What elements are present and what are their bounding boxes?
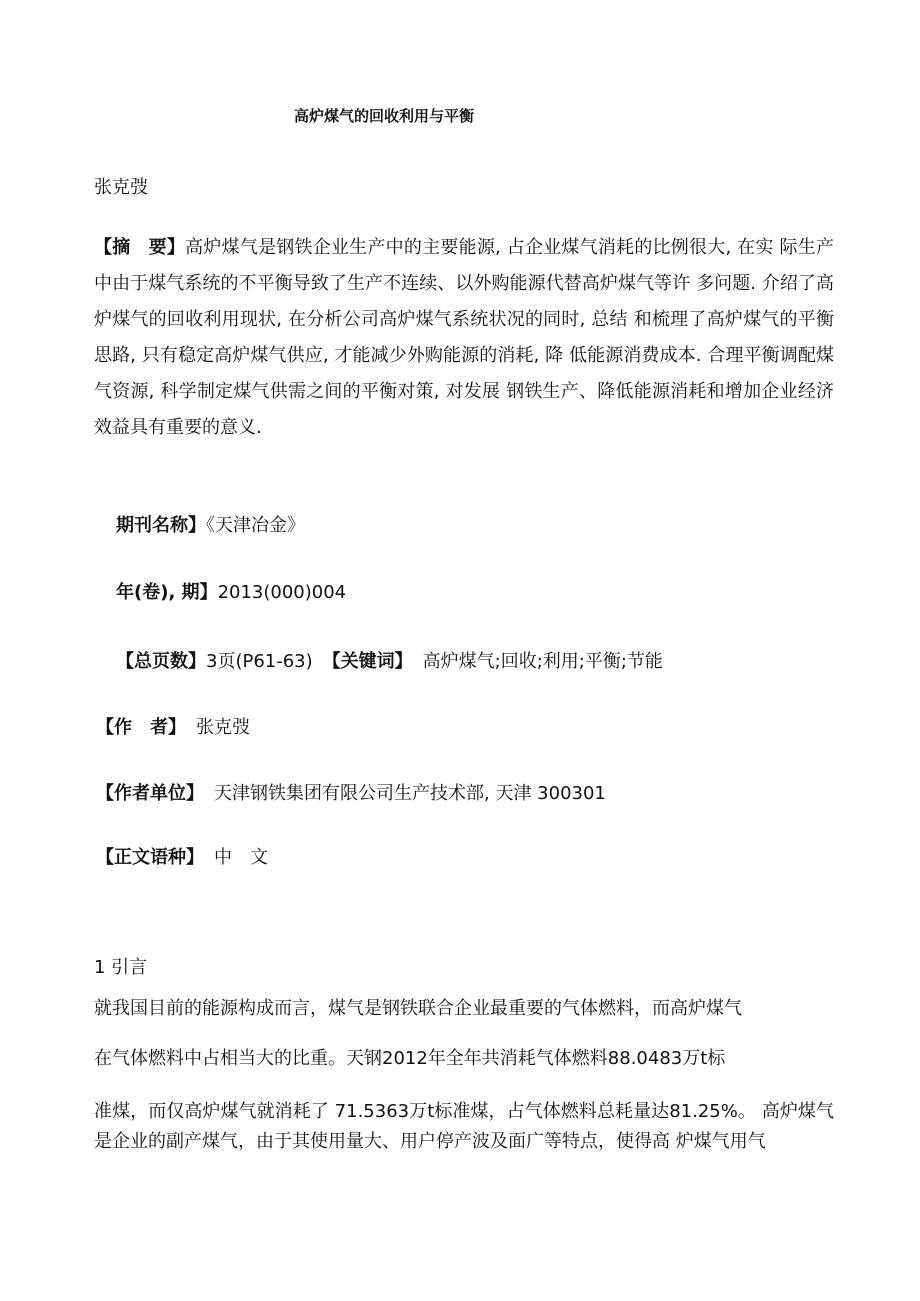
journal-value: 《天津冶金》 <box>206 515 305 536</box>
abstract-text: 高炉煤气是钢铁企业生产中的主要能源, 占企业煤气消耗的比例很大, 在实 际生产中由于煤气系统的不平衡导致了生产不连续、以外购能源代替高炉煤气等许 多问题. 介绍了高炉煤气的回收利用现状, 在分析公司高炉煤气系统状况的同时, 总结 和梳理了高炉煤气的平衡思路, 只有稳定高炉煤气供应, 才能减少外购能源的消耗, 降 低能源消费成本. 合理平衡调配煤气资源, 科学制定煤气供需之间的平衡对策, 对发展 钢铁生产、降低能源消耗和增加企业经济效益具有重要的意义. <box>94 237 835 438</box>
year-label: 年(卷), 期】 <box>116 582 218 603</box>
journal-label: 期刊名称】 <box>116 515 206 536</box>
year-value: 2013(000)004 <box>217 582 347 603</box>
affiliation-label: 【作者单位】 <box>96 783 204 804</box>
pages-value: 3页(P61-63) <box>206 651 313 672</box>
abstract-label: 【摘 要】 <box>94 237 186 258</box>
abstract <box>94 230 834 446</box>
author-name: 张克弢 <box>94 177 148 198</box>
body-line-1: 就我国目前的能源构成而言，煤气是钢铁联合企业最重要的气体燃料，而高炉煤气 <box>94 998 742 1019</box>
journal-row <box>116 512 305 540</box>
keywords-value: 高炉煤气;回收;利用;平衡;节能 <box>422 651 663 672</box>
pages-label: 【总页数】 <box>116 651 206 672</box>
author-row <box>96 714 250 742</box>
keywords-label: 【关键词】 <box>322 651 413 672</box>
body-line-3: 准煤，而仅高炉煤气就消耗了 71.5363万t标准煤，占气体燃料总耗量达81.25%。 高炉煤气是企业的副产煤气，由于其使用量大、用户停产波及面广等特点，使得高 炉煤气用气 <box>94 1101 834 1152</box>
body-line-2: 在气体燃料中占相当大的比重。天钢2012年全年共消耗气体燃料88.0483万t标 <box>94 1048 726 1069</box>
affiliation-value: 天津钢铁集团有限公司生产技术部, 天津 300301 <box>214 783 606 804</box>
language-value: 中 文 <box>214 847 268 868</box>
affiliation-row <box>96 780 606 808</box>
language-label: 【正文语种】 <box>96 847 204 868</box>
section-heading: 1 引言 <box>94 957 148 978</box>
pages-keywords-row <box>116 648 663 676</box>
author-label: 【作 者】 <box>96 717 186 738</box>
language-row <box>96 844 268 872</box>
paper-title: 高炉煤气的回收利用与平衡 <box>294 107 475 125</box>
author-value: 张克弢 <box>196 717 250 738</box>
year-row <box>116 579 346 607</box>
